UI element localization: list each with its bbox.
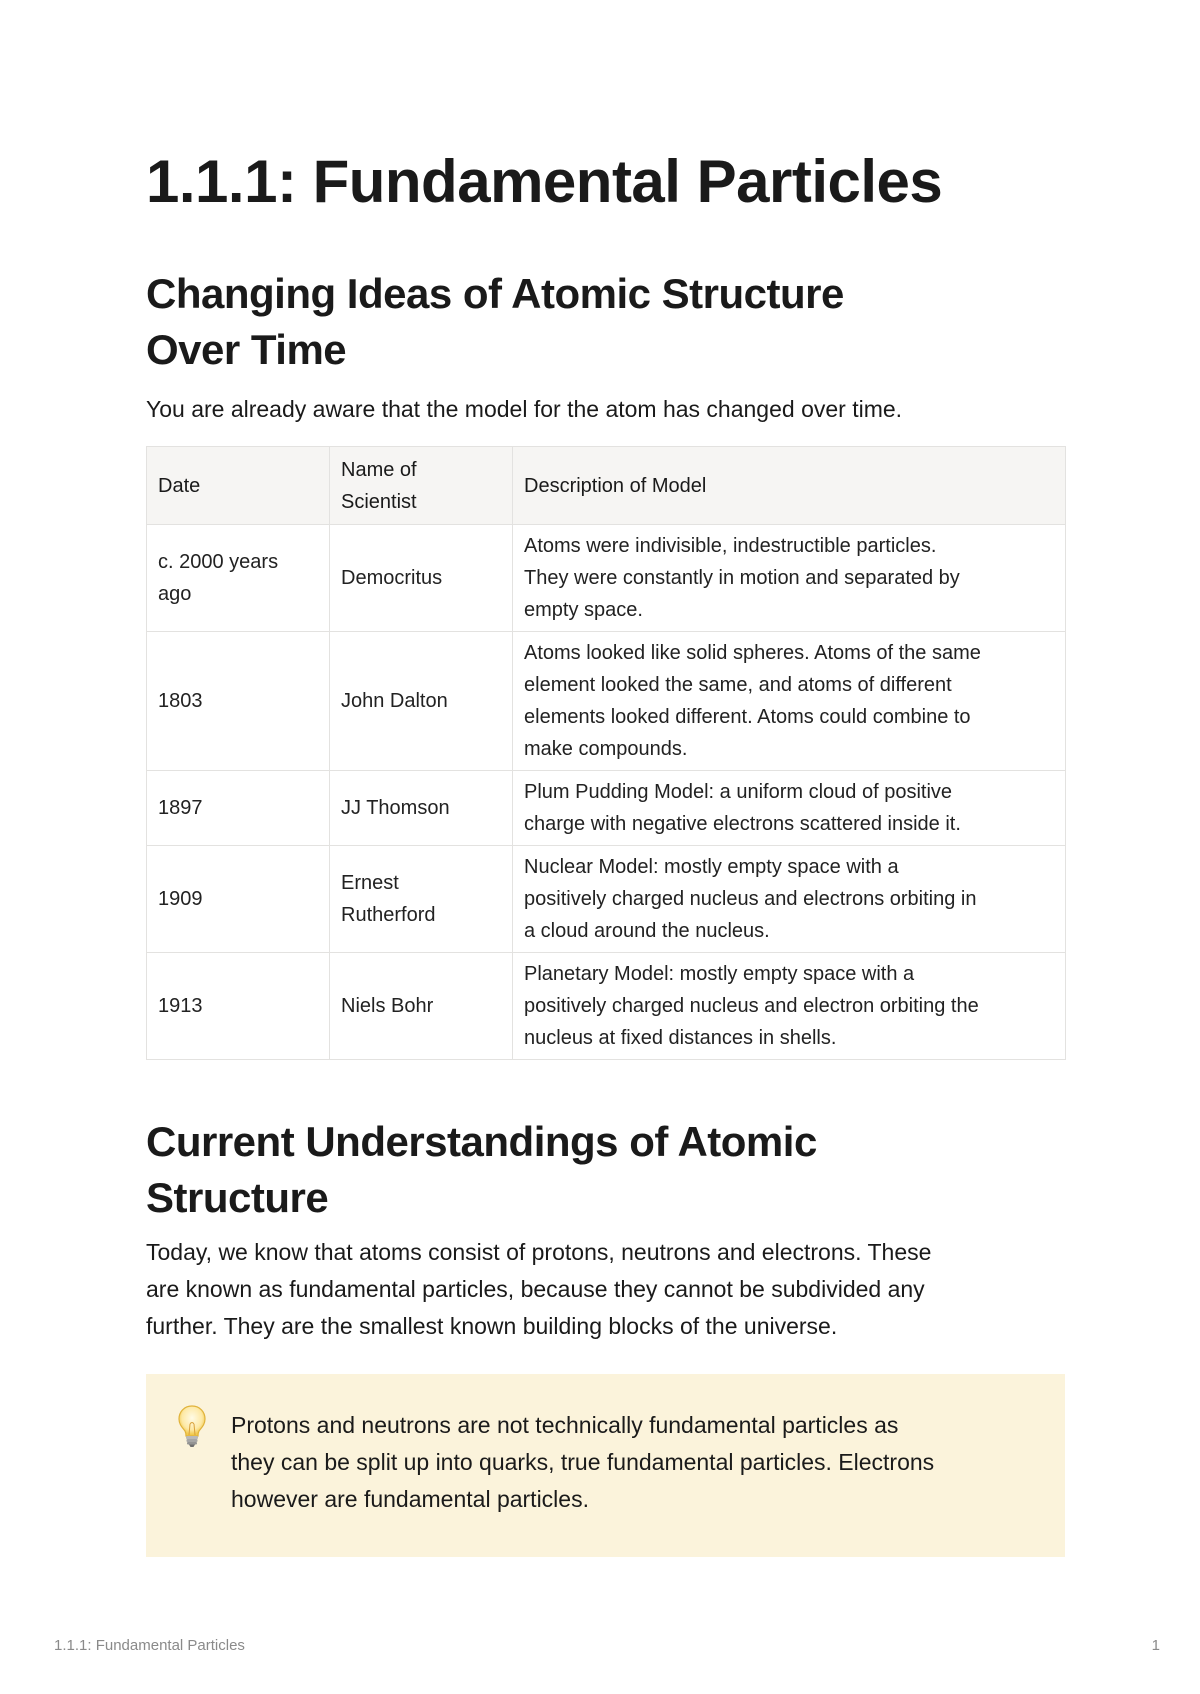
cell-text: ago	[158, 583, 192, 605]
cell-text: JJ Thomson	[341, 797, 450, 819]
header-text: Scientist	[341, 490, 417, 513]
heading-line: Over Time	[146, 326, 347, 373]
cell-description	[513, 632, 1066, 771]
cell-text: 1913	[158, 995, 203, 1017]
callout-line: however are fundamental particles.	[231, 1486, 589, 1512]
cell-text: Democritus	[341, 567, 443, 589]
table-row	[147, 846, 1066, 953]
cell-text: make compounds.	[524, 738, 688, 760]
header-text: Date	[158, 474, 201, 497]
header-text: Name of	[341, 458, 417, 481]
cell-date	[147, 632, 330, 771]
cell-date	[147, 953, 330, 1060]
cell-text: a cloud around the nucleus.	[524, 920, 770, 942]
cell-text: Atoms were indivisible, indestructible particles.	[524, 535, 937, 557]
cell-text: Plum Pudding Model: a uniform cloud of positive	[524, 781, 953, 803]
table-row	[147, 632, 1066, 771]
lightbulb-icon	[176, 1404, 208, 1448]
cell-text: element looked the same, and atoms of different	[524, 674, 952, 696]
cell-description	[513, 846, 1066, 953]
cell-scientist	[330, 525, 513, 632]
table-header-row	[147, 447, 1066, 525]
cell-text: positively charged nucleus and electron orbiting the	[524, 995, 979, 1017]
cell-date	[147, 846, 330, 953]
heading-line: Changing Ideas of Atomic Structure	[146, 270, 844, 317]
cell-scientist	[330, 632, 513, 771]
callout-line: they can be split up into quarks, true fundamental particles. Electrons	[231, 1449, 935, 1475]
paragraph-line: further. They are the smallest known building blocks of the universe.	[146, 1313, 838, 1339]
cell-text: empty space.	[524, 599, 643, 621]
header-text: Description of Model	[524, 474, 707, 497]
callout-line: Protons and neutrons are not technically fundamental particles as	[231, 1412, 899, 1438]
cell-text: charge with negative electrons scattered inside it.	[524, 813, 961, 835]
cell-date	[147, 525, 330, 632]
cell-text: positively charged nucleus and electrons orbiting in	[524, 888, 977, 910]
paragraph-line: are known as fundamental particles, because they cannot be subdivided any	[146, 1276, 925, 1302]
section-heading-current-understandings	[146, 1114, 1065, 1226]
table-row	[147, 525, 1066, 632]
cell-description	[513, 771, 1066, 846]
paragraph-line: Today, we know that atoms consist of protons, neutrons and electrons. These	[146, 1239, 932, 1265]
intro-paragraph: You are already aware that the model for the atom has changed over time.	[146, 396, 903, 422]
cell-scientist	[330, 846, 513, 953]
cell-text: 1909	[158, 888, 203, 910]
cell-text: They were constantly in motion and separated by	[524, 567, 960, 589]
cell-text: Ernest	[341, 872, 399, 894]
header-date	[147, 447, 330, 525]
heading-line: Current Understandings of Atomic	[146, 1118, 817, 1165]
table-row	[147, 953, 1066, 1060]
callout-box	[146, 1374, 1065, 1557]
cell-text: John Dalton	[341, 690, 448, 712]
cell-scientist	[330, 771, 513, 846]
page-title: 1.1.1: Fundamental Particles	[146, 148, 943, 215]
cell-description	[513, 525, 1066, 632]
callout-text	[231, 1407, 1051, 1518]
cell-text: elements looked different. Atoms could combine to	[524, 706, 971, 728]
cell-text: 1803	[158, 690, 203, 712]
cell-text: Atoms looked like solid spheres. Atoms of the same	[524, 642, 981, 664]
header-description	[513, 447, 1066, 525]
cell-text: Niels Bohr	[341, 995, 434, 1017]
cell-text: Nuclear Model: mostly empty space with a	[524, 856, 899, 878]
cell-text: nucleus at fixed distances in shells.	[524, 1027, 837, 1049]
cell-text: Planetary Model: mostly empty space with a	[524, 963, 915, 985]
cell-scientist	[330, 953, 513, 1060]
cell-text: c. 2000 years	[158, 551, 279, 573]
atomic-models-table	[146, 446, 1066, 1060]
heading-line: Structure	[146, 1174, 329, 1221]
section-heading-changing-ideas	[146, 266, 1065, 378]
cell-text: 1897	[158, 797, 203, 819]
header-scientist	[330, 447, 513, 525]
footer-title: 1.1.1: Fundamental Particles	[54, 1637, 245, 1654]
page-number: 1	[1151, 1637, 1160, 1654]
table-row	[147, 771, 1066, 846]
current-understandings-paragraph	[146, 1234, 1065, 1345]
cell-text: Rutherford	[341, 904, 436, 926]
cell-date	[147, 771, 330, 846]
cell-description	[513, 953, 1066, 1060]
